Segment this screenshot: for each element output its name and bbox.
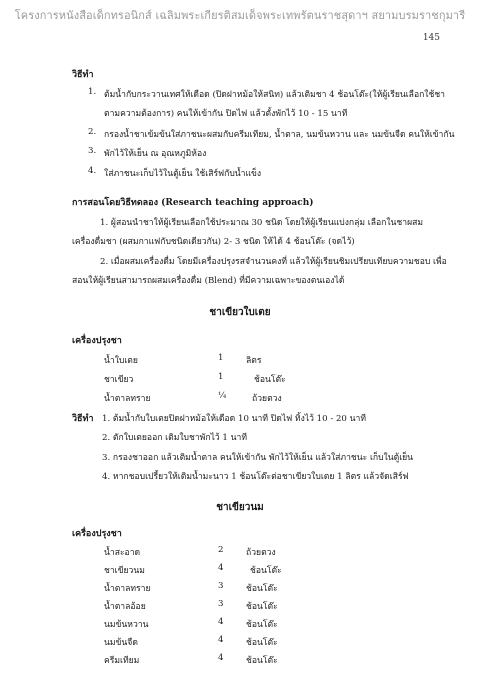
ingredient-unit: ช้อนโต๊ะ: [246, 584, 278, 594]
ingredient-qty: 4: [218, 617, 224, 627]
ingredient-name: น้ำตาลทราย: [104, 584, 151, 594]
ingredient-qty: 4: [218, 563, 224, 573]
recipe-1-title: ชาเขียวใบเตย: [209, 307, 271, 318]
ingredient-name: นมข้นหวาน: [104, 620, 149, 630]
recipe-1-method-heading: วิธีทำ: [72, 414, 94, 424]
ingredient-qty: 4: [218, 653, 224, 663]
ingredient-unit: ช้อนโต๊ะ: [254, 375, 286, 385]
ingredient-qty: 3: [218, 599, 224, 609]
ingredient-unit: ช้อนโต๊ะ: [246, 620, 278, 630]
method-heading: วิธีทำ: [72, 70, 94, 80]
ingredient-name: ชาเขียวนม: [104, 566, 145, 576]
method-step-2-line1: กรองน้ำชาเข้มข้นใส่ภาชนะผสมกับครีมเทียม, น้ำตาล, นมข้นหวาน และ นมข้นจืด คนให้เข้ากัน: [104, 130, 455, 140]
method-step-1-num: 1.: [88, 87, 97, 97]
ingredient-name: ชาเขียว: [104, 375, 134, 385]
ingredient-unit: ช้อนโต๊ะ: [246, 656, 278, 666]
method-step-3-num: 3.: [88, 146, 97, 156]
method-step-1-line1: ต้มน้ำกับกระวานเทศให้เดือด (ปิดฝาหม้อให้สนิท) แล้วเติมชา 4 ช้อนโต๊ะ(ให้ผู้เรียนเลือกใช้ชา: [104, 90, 445, 100]
ingredient-qty: 1: [218, 372, 224, 382]
ingredient-qty: 4: [218, 635, 224, 645]
page-header: โครงการหนังสือเด็กทรอนิกส์ เฉลิมพระเกียรติสมเด็จพระเทพรัตนราชสุดาฯ สยามบรมราชกุมารี: [14, 9, 466, 22]
research-p2-line1: 2. เมื่อผสมเครื่องดื่ม โดยมีเครื่องปรุงรสจำนวนคงที่ แล้วให้ผู้เรียนชิมเปรียบเทียบความชอบ เพื่อ: [100, 257, 447, 267]
research-p1-line2: เครื่องดื่มชา (ผสมกาแฟกับชนิดเดียวกัน) 2- 3 ชนิด ให้ได้ 4 ช้อนโต๊ะ (จดไว้): [72, 237, 355, 247]
research-p2-line2: สอนให้ผู้เรียนสามารถผสมเครื่องดื่ม (Blend) ที่มีความเฉพาะของตนเองได้: [72, 276, 345, 286]
ingredient-qty: 1: [218, 353, 224, 363]
ingredient-qty: ¼: [218, 391, 227, 401]
ingredient-unit: ถ้วยตวง: [252, 394, 282, 404]
recipe-2-ingredients-heading: เครื่องปรุงชา: [72, 529, 122, 539]
recipe-2-title: ชาเขียวนม: [216, 502, 264, 513]
ingredient-unit: ช้อนโต๊ะ: [250, 566, 282, 576]
method-step-4-line1: ใส่ภาชนะเก็บไว้ในตู้เย็น ใช้เสิร์ฟกับน้ำแข็ง: [104, 169, 262, 179]
recipe-1-step-4: 4. หากชอบเปรี้ยวให้เติมน้ำมะนาว 1 ช้อนโต๊ะต่อชาเขียวใบเตย 1 ลิตร แล้วจัดเสิร์ฟ: [102, 472, 409, 482]
ingredient-name: น้ำใบเตย: [104, 356, 138, 366]
research-p1-line1: 1. ผู้สอนนำชาให้ผู้เรียนเลือกใช้ประมาณ 30 ชนิด โดยให้ผู้เรียนแบ่งกลุ่ม เลือกในชาผสม: [100, 218, 424, 228]
recipe-1-step-1: 1. ต้มน้ำกับใบเตยปิดฝาหม้อให้เดือด 10 นาที ปิดไฟ ทิ้งไว้ 10 - 20 นาที: [102, 414, 366, 424]
ingredient-unit: ลิตร: [246, 356, 262, 366]
ingredient-unit: ช้อนโต๊ะ: [246, 638, 278, 648]
recipe-1-ingredients-heading: เครื่องปรุงชา: [72, 336, 122, 346]
ingredient-unit: ถ้วยตวง: [246, 548, 276, 558]
ingredient-name: ครีมเทียม: [104, 656, 140, 666]
page-number: 145: [422, 33, 440, 43]
method-step-1-line2: ตามความต้องการ) คนให้เข้ากัน ปิดไฟ แล้วตั้งพักไว้ 10 - 15 นาที: [104, 109, 348, 119]
ingredient-name: น้ำสะอาด: [104, 548, 141, 558]
research-heading: การสอนโดยวิธีทดลอง (Research teaching approach): [72, 198, 314, 208]
recipe-1-step-3: 3. กรองชาออก แล้วเติมน้ำตาล คนให้เข้ากัน พักไว้ให้เย็น แล้วใส่ภาชนะ เก็บในตู้เย็น: [102, 453, 414, 463]
ingredient-qty: 2: [218, 545, 224, 555]
ingredient-qty: 3: [218, 581, 224, 591]
method-step-4-num: 4.: [88, 166, 97, 176]
ingredient-name: น้ำตาลอ้อย: [104, 602, 146, 612]
ingredient-name: นมข้นจืด: [104, 638, 138, 648]
method-step-3-line1: พักไว้ให้เย็น ณ อุณหภูมิห้อง: [104, 149, 207, 159]
ingredient-unit: ช้อนโต๊ะ: [246, 602, 278, 612]
recipe-1-step-2: 2. ตักใบเตยออก เติมใบชาพักไว้ 1 นาที: [102, 433, 247, 443]
ingredient-name: น้ำตาลทราย: [104, 394, 151, 404]
method-step-2-num: 2.: [88, 127, 97, 137]
